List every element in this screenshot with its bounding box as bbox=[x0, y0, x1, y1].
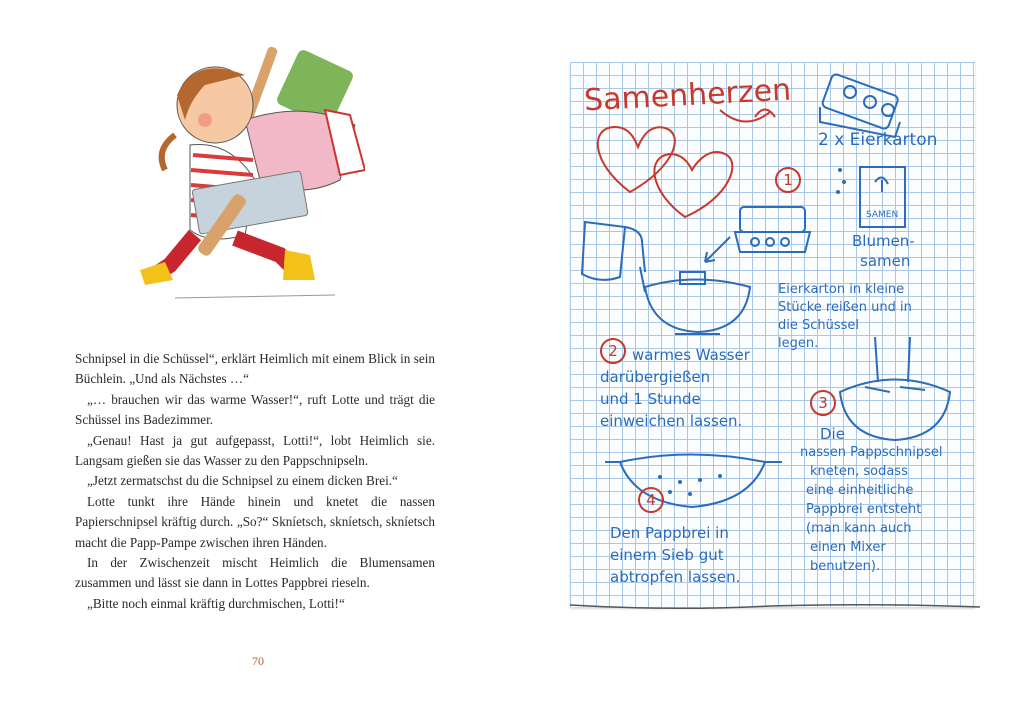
story-paragraph: „Jetzt zermatschst du die Schnipsel zu einem dicken Brei.“ bbox=[87, 473, 398, 489]
heart-icon bbox=[598, 127, 733, 217]
step-2-line: und 1 Stunde bbox=[600, 390, 701, 408]
step-4-line: einem Sieb gut bbox=[610, 546, 724, 564]
step-1-line: die Schüssel bbox=[778, 318, 860, 333]
step-4-line: Den Pappbrei in bbox=[610, 524, 729, 542]
step-2-line: warmes Wasser bbox=[632, 346, 750, 364]
step-2-line: einweichen lassen. bbox=[600, 412, 743, 430]
story-paragraph: „… brauchen wir das warme Wasser!“, ruft Lotte und trägt die Schüssel ins Badezimmer. bbox=[75, 391, 435, 428]
seed-packet-label: SAMEN bbox=[866, 210, 899, 220]
step-3-line: eine einheitliche bbox=[806, 483, 914, 498]
egg-carton-small-icon bbox=[735, 207, 810, 252]
step-3-line: kneten, sodass bbox=[810, 464, 908, 479]
step-3-number: 3 bbox=[810, 390, 836, 416]
ingredient-seeds-line1: Blumen- bbox=[852, 232, 915, 250]
step-4-line: abtropfen lassen. bbox=[610, 568, 741, 586]
step-3-line: (man kann auch bbox=[806, 521, 912, 536]
girl-carrying-bowl-illustration bbox=[135, 40, 365, 310]
ingredient-seeds-line2: samen bbox=[860, 252, 911, 270]
ingredient-egg-carton: 2 x Eierkarton bbox=[818, 130, 938, 150]
pitcher-icon bbox=[582, 222, 645, 292]
step-1-line: legen. bbox=[778, 336, 819, 351]
step-1-line: Eierkarton in kleine bbox=[778, 282, 905, 297]
step-3-line: einen Mixer bbox=[810, 540, 886, 555]
right-page bbox=[510, 0, 1020, 720]
step-1-number: 1 bbox=[775, 167, 801, 193]
sieve-icon bbox=[605, 455, 782, 508]
story-text bbox=[75, 349, 435, 614]
step-4-number: 4 bbox=[638, 487, 664, 513]
step-3-line: Pappbrei entsteht bbox=[806, 502, 922, 517]
step-2-line: darübergießen bbox=[600, 368, 711, 386]
story-paragraph: „Genau! Hast ja gut aufgepasst, Lotti!“, lobt Heimlich sie. Langsam gießen sie das Wasser zu den Pappschnipseln. bbox=[75, 432, 435, 469]
bowl-icon bbox=[645, 272, 750, 334]
page-number: 70 bbox=[252, 654, 264, 668]
story-paragraph: „Bitte noch einmal kräftig durchmischen, Lotti!“ bbox=[87, 595, 345, 611]
story-paragraph: In der Zwischenzeit mischt Heimlich die Blumensamen zusammen und lässt sie dann in Lottes Pappbrei rieseln. bbox=[75, 555, 435, 591]
step-3-line: Die bbox=[820, 425, 845, 443]
recipe-title: Samenherzen bbox=[583, 72, 792, 119]
story-paragraph: Schnipsel in die Schüssel“, erklärt Heimlich mit einem Blick in sein Büchlein. „Und als Nächstes …“ bbox=[75, 351, 435, 387]
notebook-paper bbox=[570, 62, 975, 607]
egg-carton-icon bbox=[820, 73, 900, 137]
step-3-line: benutzen). bbox=[810, 559, 881, 574]
story-paragraph: Lotte tunkt ihre Hände hinein und knetet die nassen Papierschnipsel kräftig durch. „So?“ Skníetsch, skníetsch, skníetsch macht die Papp-Pampe zwischen ihren Händen. bbox=[75, 493, 435, 550]
step-1-line: Stücke reißen und in bbox=[778, 300, 912, 315]
bowl-with-hands-icon bbox=[840, 337, 950, 440]
step-2-number: 2 bbox=[600, 338, 626, 364]
step-3-line: nassen Pappschnipsel bbox=[800, 445, 943, 460]
torn-paper-edge bbox=[570, 603, 980, 613]
